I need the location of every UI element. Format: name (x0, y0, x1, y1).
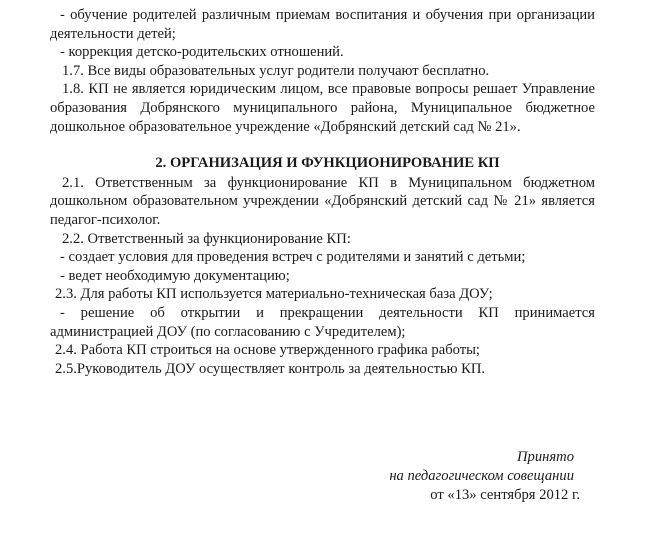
accepted-label: Принято (517, 449, 574, 465)
paragraph-2-1: 2.1. Ответственным за функционирование КП в Муниципальном бюджетном дошкольном образовательном учреждении «Добрянский детский сад № 21» является педагог-психолог. (50, 174, 595, 228)
paragraph-documentation: - ведет необходимую документацию; (60, 267, 290, 284)
paragraph-1-8: 1.8. КП не является юридическим лицом, все правовые вопросы решает Управление образования Добрянского муниципального района, Муниципальное бюджетное дошкольное образовательное учреждение «Добрянский детский сад № 21». (50, 81, 595, 135)
section-title: 2. ОРГАНИЗАЦИЯ И ФУНКЦИОНИРОВАНИЕ КП (155, 155, 500, 172)
document-body (50, 6, 595, 378)
paragraph-relationship-correction: - коррекция детско-родительских отношений. (60, 44, 344, 61)
paragraph-creates-conditions: - создает условия для проведения встреч с родителями и занятий с детьми; (60, 249, 526, 266)
paragraph-1-7: 1.7. Все виды образовательных услуг родители получают бесплатно. (62, 62, 490, 79)
paragraph-2-3: 2.3. Для работы КП используется материально-техническая база ДОУ; (55, 286, 493, 303)
paragraph-2-2: 2.2. Ответственный за функционирование КП: (62, 230, 351, 247)
approval-date: от «13» сентября 2012 г. (430, 487, 580, 503)
paragraph-2-5: 2.5.Руководитель ДОУ осуществляет контроль за деятельностью КП. (55, 360, 486, 377)
paragraph-parent-training: - обучение родителей различным приемам воспитания и обучения при организации деятельности детей; (50, 7, 595, 42)
paragraph-2-4: 2.4. Работа КП строиться на основе утвержденного графика работы; (55, 342, 480, 359)
council-label: на педагогическом совещании (389, 468, 574, 484)
paragraph-opening-decision: - решение об открытии и прекращении деятельности КП принимается администрацией ДОУ (по согласованию с Учредителем); (50, 304, 595, 340)
approval-stamp (389, 448, 580, 505)
